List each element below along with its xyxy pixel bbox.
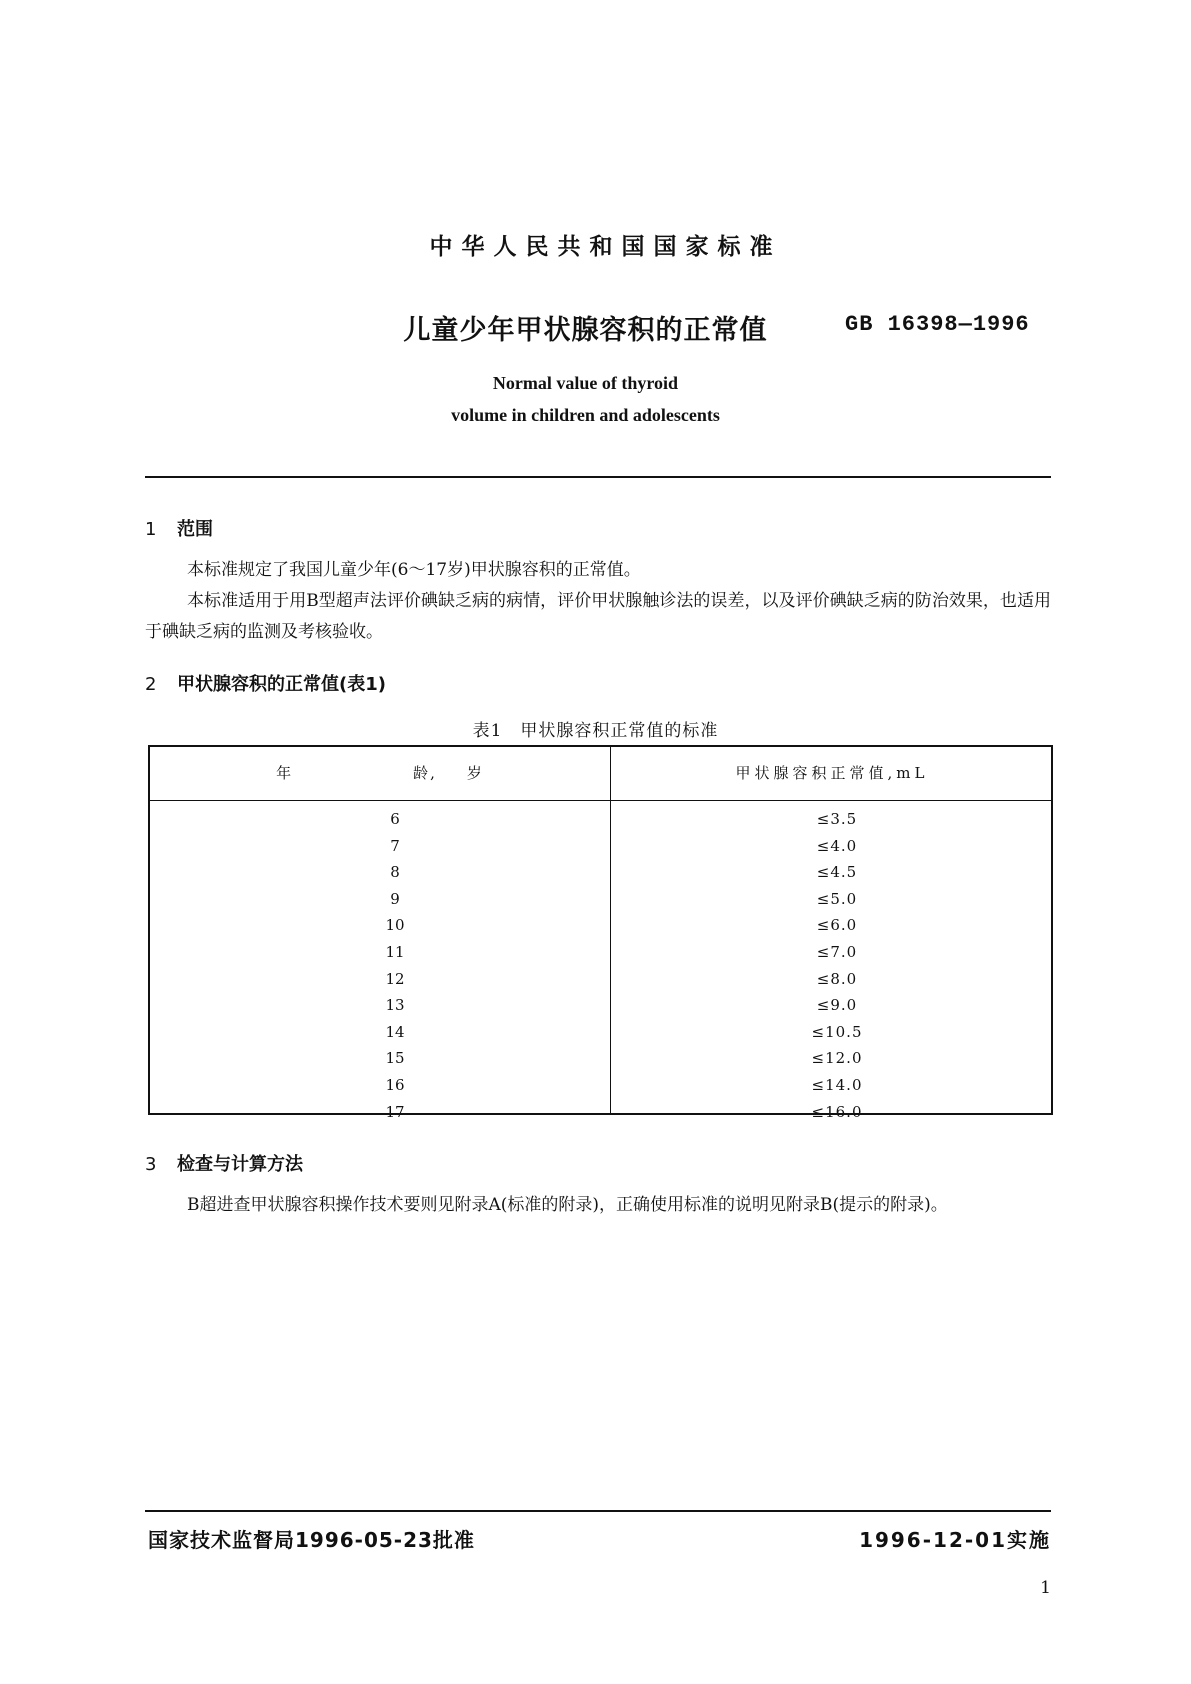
section-1-number: 1	[145, 519, 157, 540]
page-number: 1	[1040, 1578, 1051, 1598]
volume-cell: ≤9.0	[816, 996, 858, 1015]
table-header-divider	[150, 800, 1051, 801]
volume-cell: ≤8.0	[816, 969, 858, 988]
table-row	[150, 992, 1051, 1019]
table-row	[150, 966, 1051, 993]
section-1-paragraph-2-text: 本标准适用于用B型超声法评价碘缺乏病的病情，评价甲状腺触诊法的误差，以及评价碘缺乏病的防治效果，也适用于碘缺乏病的监测及考核验收。	[145, 591, 1051, 642]
table-row	[150, 1019, 1051, 1046]
table-header-age-word-3: 岁	[466, 764, 484, 782]
table-row	[150, 833, 1051, 860]
age-cell: 9	[390, 889, 400, 908]
section-3-title: 检查与计算方法	[177, 1154, 303, 1175]
table-row	[150, 939, 1051, 966]
table-header-volume: 甲状腺容积正常值,mL	[735, 764, 929, 782]
volume-cell: ≤14.0	[811, 1075, 863, 1094]
volume-cell: ≤12.0	[811, 1049, 863, 1068]
volume-cell: ≤4.5	[816, 863, 858, 882]
table-row	[150, 859, 1051, 886]
section-1-paragraph-1	[145, 555, 1051, 586]
section-1-heading	[145, 515, 213, 541]
section-3-number: 3	[145, 1154, 157, 1175]
age-cell: 15	[385, 1049, 405, 1068]
section-3-paragraph-1-text: B超进查甲状腺容积操作技术要则见附录A(标准的附录)，正确使用标准的说明见附录B(提示的附录)。	[187, 1195, 948, 1215]
table-row	[150, 912, 1051, 939]
national-standard-heading: 中华人民共和国国家标准	[429, 234, 782, 260]
age-cell: 7	[390, 836, 400, 855]
age-cell: 10	[385, 916, 405, 935]
table-header-age-word-1: 年	[276, 764, 294, 782]
volume-cell: ≤4.0	[816, 836, 858, 855]
volume-cell: ≤16.0	[811, 1102, 863, 1121]
table-caption: 表1 甲状腺容积正常值的标准	[472, 721, 719, 741]
footer-divider	[145, 1510, 1051, 1512]
effective-date-statement: 1996-12-01实施	[859, 1528, 1051, 1552]
table-row	[150, 1045, 1051, 1072]
table-header-age	[150, 747, 610, 800]
age-cell: 17	[385, 1102, 405, 1121]
volume-cell: ≤7.0	[816, 942, 858, 961]
age-cell: 8	[390, 863, 400, 882]
document-title-en-line1: Normal value of thyroid	[492, 373, 679, 393]
volume-cell: ≤3.5	[816, 810, 858, 828]
thyroid-volume-table	[148, 745, 1053, 1121]
table-row	[150, 1072, 1051, 1099]
section-3-paragraph-1	[145, 1190, 1051, 1221]
section-1-paragraph-1-text: 本标准规定了我国儿童少年(6～17岁)甲状腺容积的正常值。	[187, 560, 641, 580]
section-2-heading	[145, 670, 386, 696]
section-1-title: 范围	[177, 519, 213, 540]
table-header-age-word-2: 龄,	[413, 764, 437, 782]
section-1-paragraph-2	[145, 586, 1051, 648]
age-cell: 16	[385, 1075, 405, 1094]
volume-cell: ≤5.0	[816, 889, 858, 908]
approval-statement: 国家技术监督局1996-05-23批准	[148, 1528, 475, 1552]
section-2-title: 甲状腺容积的正常值(表1)	[177, 674, 386, 695]
document-title-cn: 儿童少年甲状腺容积的正常值	[403, 315, 768, 346]
age-cell: 6	[390, 810, 400, 828]
document-title-en-line2: volume in children and adolescents	[451, 405, 720, 425]
volume-cell: ≤10.5	[811, 1022, 863, 1041]
section-2-number: 2	[145, 674, 157, 695]
age-cell: 11	[385, 942, 405, 961]
age-cell: 14	[385, 1022, 405, 1041]
table-row	[150, 806, 1051, 833]
table-row	[150, 1099, 1051, 1126]
header-divider	[145, 476, 1051, 478]
table-row	[150, 886, 1051, 913]
table-body	[150, 806, 1051, 1125]
age-cell: 12	[385, 969, 405, 988]
age-cell: 13	[385, 996, 405, 1015]
section-3-heading	[145, 1150, 303, 1176]
standard-code: GB 16398—1996	[845, 312, 1030, 337]
volume-cell: ≤6.0	[816, 916, 858, 935]
